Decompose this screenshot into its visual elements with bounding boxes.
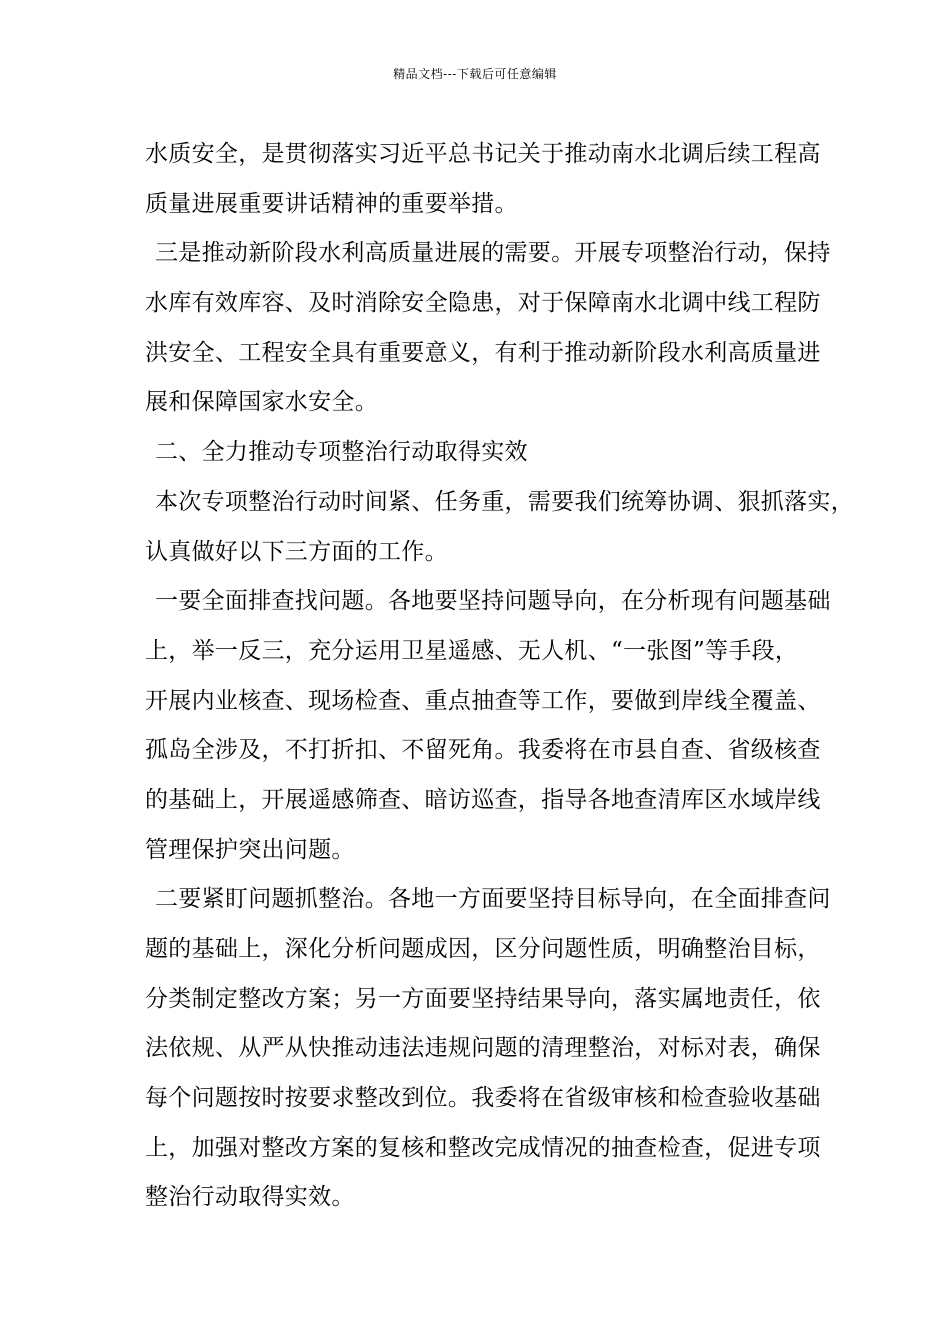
text-line: 展和保障国家水安全。: [145, 389, 378, 416]
paragraph-start-line: 二要紧盯问题抓整治。各地一方面要坚持目标导向，在全面排查问: [155, 886, 831, 913]
text-line: 法依规、从严从快推动违法违规问题的清理整治，对标对表，确保: [145, 1035, 821, 1062]
document-body: [145, 130, 854, 1223]
text-line: 管理保护突出问题。: [145, 836, 355, 863]
text-line: 上，加强对整改方案的复核和整改完成情况的抽查检查，促进专项: [145, 1134, 821, 1161]
text-line: 水质安全，是贯彻落实习近平总书记关于推动南水北调后续工程高: [145, 141, 821, 167]
text-line: 开展内业核查、现场检查、重点抽查等工作，要做到岸线全覆盖、: [145, 687, 821, 714]
text-line: 质量进展重要讲话精神的重要举措。: [145, 190, 518, 217]
paragraph-start-line: 三是推动新阶段水利高质量进展的需要。开展专项整治行动，保持: [155, 240, 831, 267]
text-line: 上，举一反三，充分运用卫星遥感、无人机、“一张图”等手段，: [145, 637, 799, 664]
text-line: 分类制定整改方案；另一方面要坚持结果导向，落实属地责任，依: [145, 985, 821, 1012]
text-line: 整治行动取得实效。: [145, 1184, 355, 1211]
text-line: 洪安全、工程安全具有重要意义，有利于推动新阶段水利高质量进: [145, 339, 821, 366]
paragraph-start-line: 本次专项整治行动时间紧、任务重，需要我们统筹协调、狠抓落实，: [155, 488, 854, 515]
text-line: 每个问题按时按要求整改到位。我委将在省级审核和检查验收基础: [145, 1085, 821, 1112]
page-header: 精品文档---下载后可任意编辑: [393, 67, 557, 81]
text-line: 水库有效库容、及时消除安全隐患，对于保障南水北调中线工程防: [145, 290, 821, 317]
text-line: 题的基础上，深化分析问题成因，区分问题性质，明确整治目标，: [145, 936, 821, 962]
section-heading: 二、全力推动专项整治行动取得实效: [155, 439, 528, 466]
text-line: 的基础上，开展遥感筛查、暗访巡查，指导各地查清库区水域岸线: [145, 786, 821, 813]
text-line: 认真做好以下三方面的工作。: [145, 538, 448, 565]
paragraph-start-line: 一要全面排查找问题。各地要坚持问题导向，在分析现有问题基础: [155, 588, 831, 615]
text-line: 孤岛全涉及，不打折扣、不留死角。我委将在市县自查、省级核查: [145, 737, 821, 764]
